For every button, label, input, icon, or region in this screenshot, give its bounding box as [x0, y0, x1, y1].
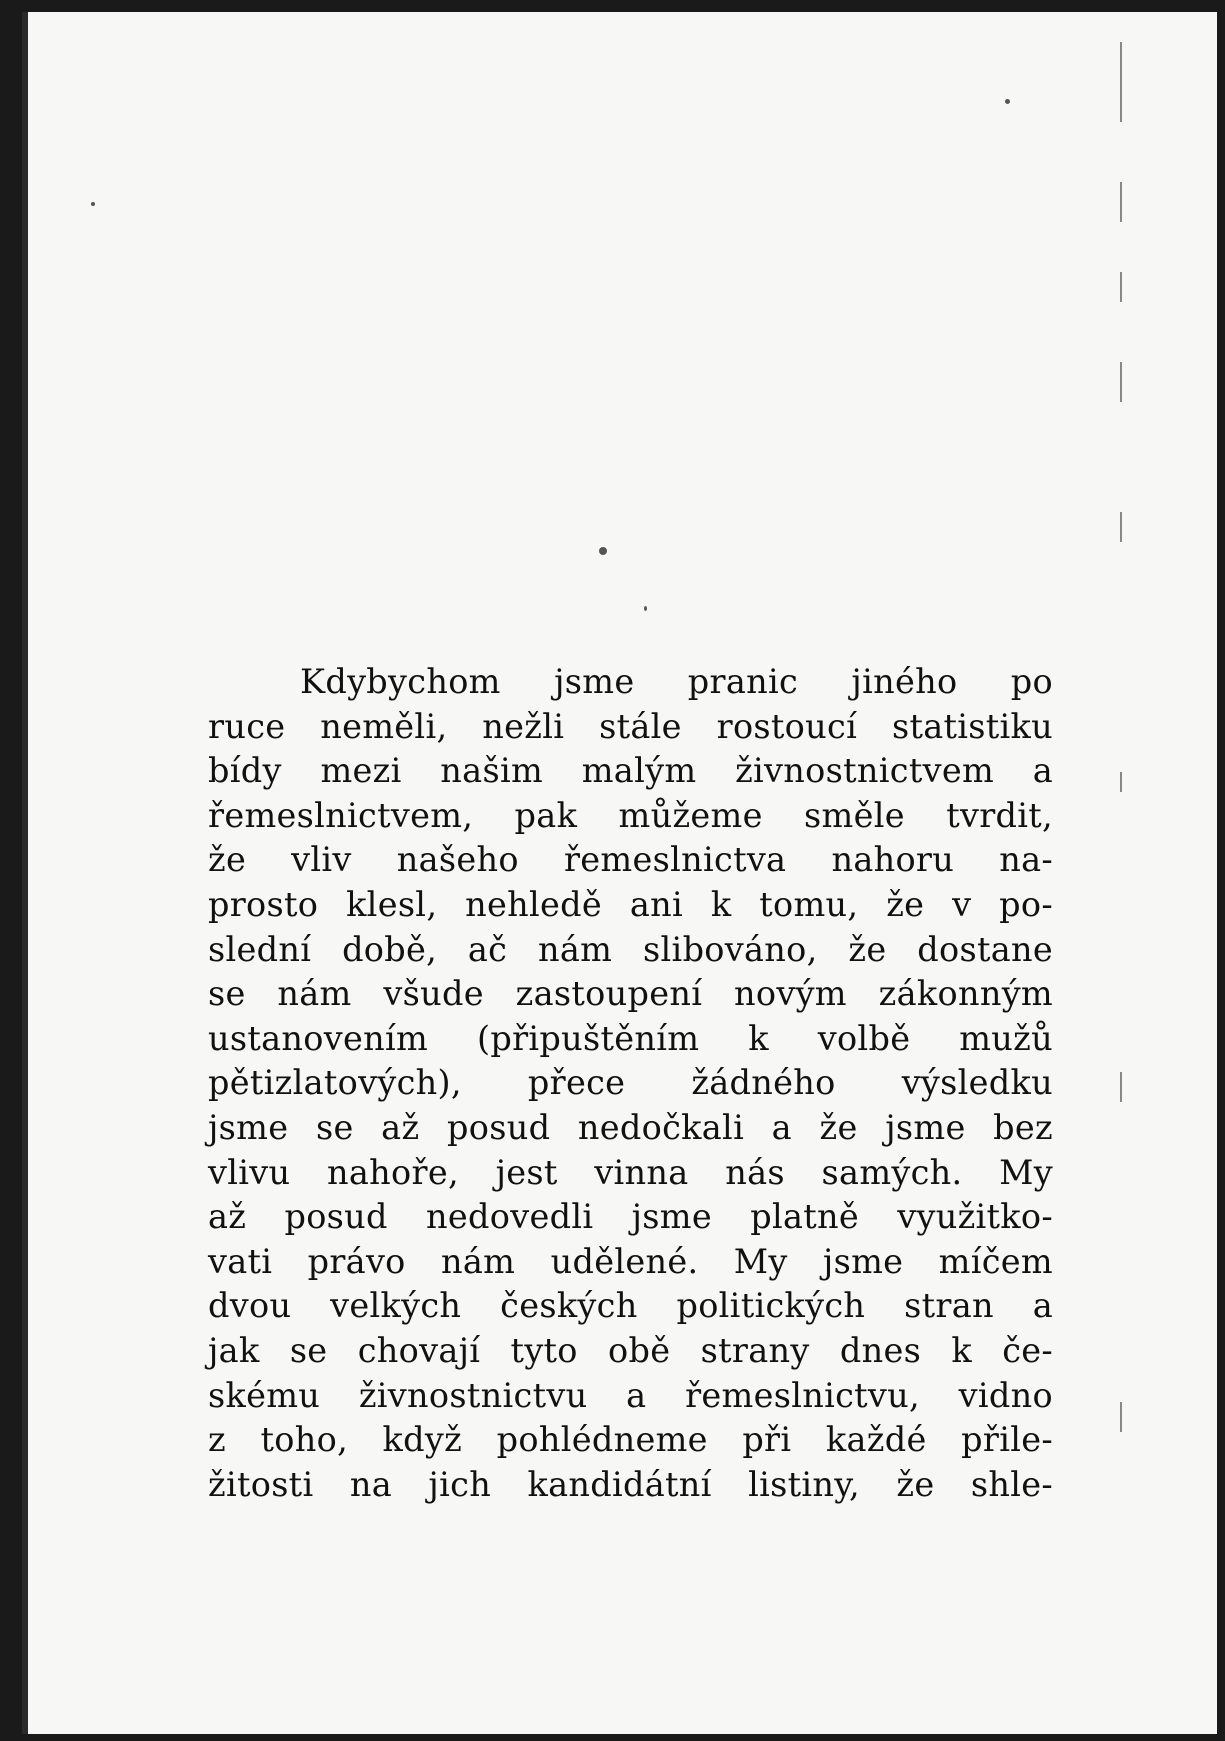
text-line: Kdybychom jsme pranic jiného po: [300, 662, 1053, 701]
text-line: slední době, ač nám slibováno, že dostane: [208, 929, 1053, 969]
text-line: prosto klesl, nehledě ani k tomu, že v po-: [208, 884, 1053, 924]
scanned-page: [22, 12, 1217, 1734]
text-line: vati právo nám udělené. My jsme míčem: [208, 1241, 1053, 1281]
text-line: vlivu nahoře, jest vinna nás samých. My: [208, 1152, 1053, 1192]
text-line: jak se chovají tyto obě strany dnes k če-: [208, 1330, 1053, 1370]
ink-speck: [1005, 99, 1010, 104]
text-line: z toho, když pohlédneme při každé přile-: [208, 1420, 1053, 1460]
text-line: ruce neměli, nežli stále rostoucí statistiku: [208, 706, 1053, 746]
ink-speck: [91, 202, 95, 206]
text-line: dvou velkých českých politických stran a: [208, 1286, 1053, 1326]
text-line: bídy mezi našim malým živnostnictvem a: [208, 751, 1053, 791]
text-line: skému živnostnictvu a řemeslnictvu, vidno: [208, 1375, 1053, 1415]
text-line: až posud nedovedli jsme platně využitko-: [208, 1197, 1053, 1237]
ink-speck: [644, 606, 647, 611]
text-line: se nám všude zastoupení novým zákonným: [208, 974, 1053, 1014]
body-text: [208, 660, 1053, 1507]
ink-speck: [599, 547, 607, 555]
page-edge-shadow: [1120, 32, 1134, 1592]
text-line: ustanovením (připuštěním k volbě mužů: [208, 1018, 1053, 1058]
text-line: řemeslnictvem, pak můžeme směle tvrdit,: [208, 795, 1053, 835]
text-line: že vliv našeho řemeslnictva nahoru na-: [208, 840, 1053, 880]
text-line: pětizlatových), přece žádného výsledku: [208, 1063, 1053, 1103]
text-line: jsme se až posud nedočkali a že jsme bez: [208, 1107, 1053, 1147]
text-line: žitosti na jich kandidátní listiny, že shle-: [208, 1464, 1053, 1504]
